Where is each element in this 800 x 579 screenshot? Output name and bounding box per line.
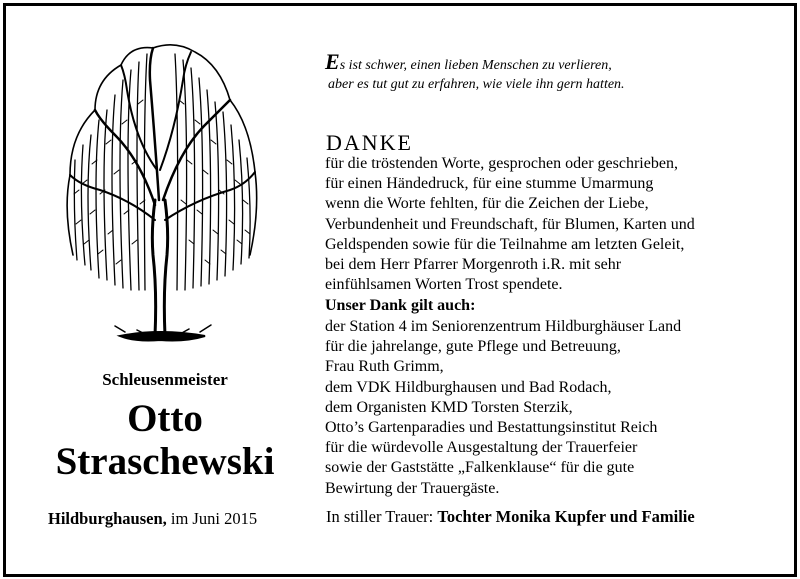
date: im Juni 2015 — [170, 509, 258, 528]
thanks-line: für einen Händedruck, für eine stumme Umarmung — [325, 175, 654, 193]
also-thanks-line: dem VDK Hildburghausen und Bad Rodach, — [325, 378, 612, 396]
place-date — [48, 509, 257, 529]
also-thanks-line: Bewirtung der Trauergäste. — [325, 479, 500, 497]
deceased-last-name: Straschewski — [55, 440, 275, 483]
deceased-title: Schleusenmeister — [102, 370, 228, 389]
also-thanks-line: Frau Ruth Grimm, — [325, 358, 444, 376]
also-thanks-text — [325, 317, 681, 499]
thanks-heading: DANKE — [326, 130, 413, 155]
epigraph-quote — [325, 49, 625, 94]
thanks-line: einfühlsamen Worten Trost spendete. — [325, 276, 563, 294]
thanks-line: wenn die Worte fehlten, für die Zeichen der Liebe, — [325, 195, 649, 213]
signature-names: Tochter Monika Kupfer und Familie — [437, 507, 695, 526]
thanks-line: für die tröstenden Worte, gesprochen oder geschrieben, — [325, 155, 678, 172]
also-thanks-line: sowie der Gaststätte „Falkenklause“ für die gute — [325, 459, 635, 477]
thanks-line: Verbundenheit und Freundschaft, für Blumen, Karten und — [325, 215, 695, 233]
also-thanks-line: für die würdevolle Ausgestaltung der Trauerfeier — [325, 439, 638, 457]
signature-prefix: In stiller Trauer: — [326, 507, 434, 526]
also-thanks-line: dem Organisten KMD Torsten Sterzik, — [325, 398, 573, 416]
quote-initial: E — [325, 49, 340, 74]
also-thanks-heading: Unser Dank gilt auch: — [325, 297, 476, 314]
thanks-line: bei dem Herr Pfarrer Morgenroth i.R. mit sehr — [325, 256, 622, 274]
signature — [326, 507, 695, 527]
also-thanks-line: Otto’s Gartenparadies und Bestattungsinstitut Reich — [325, 419, 658, 437]
also-thanks-line: der Station 4 im Seniorenzentrum Hildburghäuser Land — [325, 318, 682, 335]
weeping-willow-illustration — [55, 40, 265, 360]
place: Hildburghausen, — [48, 509, 167, 528]
quote-line-1: s ist schwer, einen lieben Menschen zu verlieren, — [339, 58, 612, 73]
thanks-text — [325, 154, 695, 295]
thanks-line: Geldspenden sowie für die Teilnahme am letzten Geleit, — [325, 235, 685, 253]
quote-line-2: aber es tut gut zu erfahren, wie viele ihn gern hatten. — [328, 77, 625, 92]
deceased-first-name: Otto — [127, 397, 203, 440]
also-thanks-line: für die jahrelange, gute Pflege und Betreuung, — [325, 338, 621, 356]
